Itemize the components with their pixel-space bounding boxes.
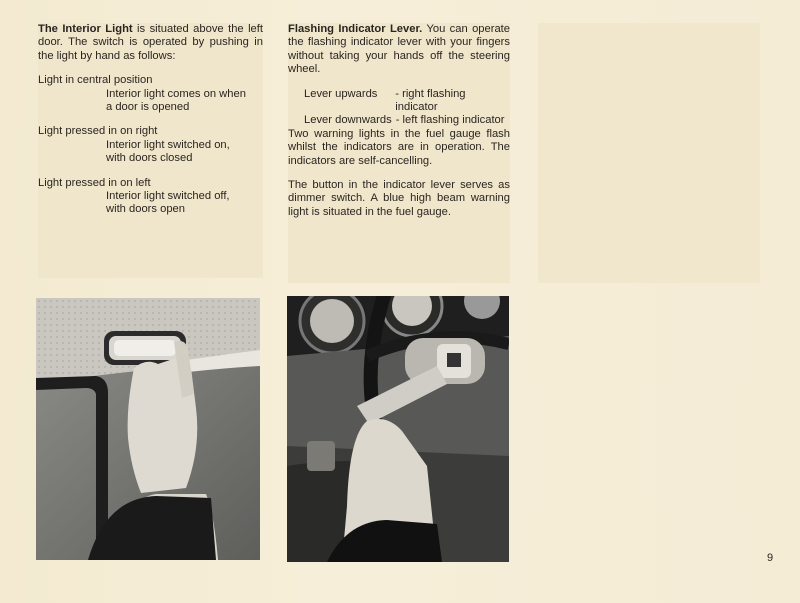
entry-result: Interior light switched off, bbox=[106, 190, 230, 203]
entry-result: a door is opened bbox=[106, 101, 190, 114]
interior-light-intro bbox=[38, 23, 263, 63]
entry-result: Interior light comes on when bbox=[106, 87, 246, 100]
steering-wheel-illustration bbox=[287, 296, 509, 562]
interior-light-photo bbox=[36, 298, 260, 560]
blank-column bbox=[538, 23, 760, 283]
indicator-lever-heading: Flashing Indicator Lever. bbox=[288, 23, 423, 35]
indicator-lever-intro bbox=[288, 23, 510, 77]
indicator-lever-section bbox=[288, 23, 510, 283]
lever-up-value: - right flashing indicator bbox=[395, 87, 466, 114]
entry-position: Light in central position bbox=[38, 74, 153, 87]
lever-down-value: - left flashing indicator bbox=[395, 114, 505, 127]
lever-down-label: Lever downwards bbox=[304, 114, 392, 127]
lever-up-row bbox=[288, 88, 510, 115]
indicator-lever-intro-text: You can operate the flashing indicator lever with your fingers without taking your hands off the steering wheel. bbox=[288, 23, 511, 76]
warning-lights-text: Two warning lights in the fuel gauge flash whilst the indicators are in operation. The indicators are self-cancelling. bbox=[288, 127, 510, 167]
interior-light-heading: The Interior Light bbox=[38, 23, 133, 35]
dimmer-switch-text: The button in the indicator lever serves as dimmer switch. A blue high beam warning light is situated in the fuel gauge. bbox=[288, 179, 510, 218]
page-number: 9 bbox=[767, 552, 774, 564]
interior-light-illustration bbox=[36, 298, 260, 560]
entry-position: Light pressed in on left bbox=[38, 176, 151, 189]
interior-light-section bbox=[38, 23, 263, 278]
interior-light-intro-text: is situated above the left door. The switch is operated by pushing in the light by hand as follows: bbox=[38, 23, 263, 62]
lever-down-row bbox=[288, 114, 510, 127]
lever-up-label: Lever upwards bbox=[304, 87, 378, 100]
entry-position: Light pressed in on right bbox=[38, 125, 158, 138]
entry-result: with doors closed bbox=[106, 152, 193, 165]
entry-result: with doors open bbox=[106, 203, 185, 216]
entry-result: Interior light switched on, bbox=[106, 138, 230, 151]
indicator-lever-photo bbox=[287, 296, 509, 562]
